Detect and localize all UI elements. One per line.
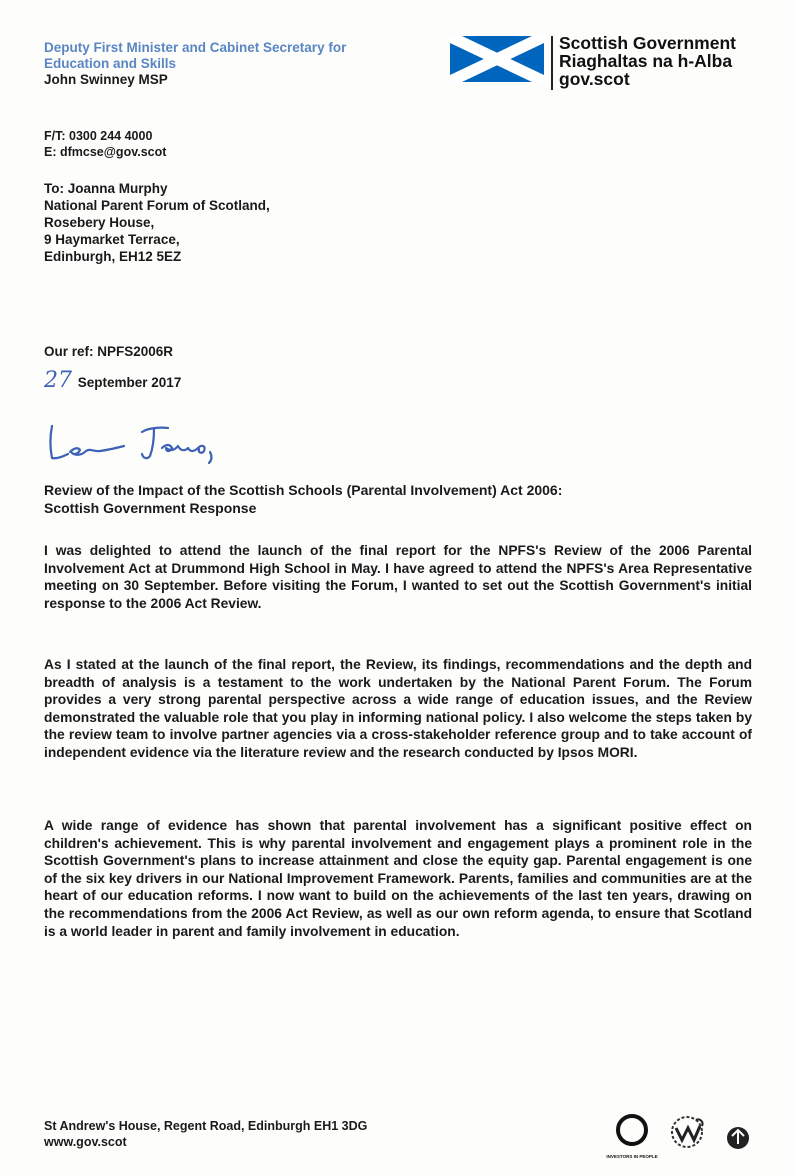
address-line: To: Joanna Murphy: [44, 181, 168, 196]
sender-block: [44, 40, 346, 88]
recipient-address: [44, 180, 270, 265]
footer-website: www.gov.scot: [44, 1135, 127, 1149]
logo-divider: [551, 36, 553, 90]
contact-block: [44, 128, 166, 160]
sender-name: John Swinney MSP: [44, 72, 168, 87]
handwritten-day: 27: [44, 368, 72, 393]
footer-address-block: [44, 1118, 367, 1150]
address-line: Rosebery House,: [44, 215, 155, 230]
letter-subject: [44, 481, 764, 517]
gov-name-gaelic: Riaghaltas na h-Alba: [559, 51, 733, 71]
government-logo-text: [559, 34, 736, 88]
gov-name-english: Scottish Government: [559, 33, 736, 53]
accreditation-mark-icon: [672, 1117, 703, 1147]
date-month-year: September 2017: [77, 375, 182, 390]
subject-line1: Review of the Impact of the Scottish Schools (Parental Involvement) Act 2006:: [44, 482, 563, 498]
phone-number: F/T: 0300 244 4000: [44, 129, 153, 143]
address-line: Edinburgh, EH12 5EZ: [44, 249, 182, 264]
accreditation-badges: [606, 1108, 762, 1164]
our-reference: Our ref: NPFS2006R: [44, 344, 174, 359]
body-paragraph: A wide range of evidence has shown that parental involvement has a significant positive effect on children's achievement. This is why parental involvement and engagement plays a prominent role in the Scottish Government's plans to increase attainment and close the equity gap. Parental engagement is one of the six key drivers in our National Improvement Framework. Parents, families and communities are at the heart of our education reforms. I now want to build on the achievements of the last ten years, drawing on the recommendations from the 2006 Act Review, as well as our own reform agenda, to ensure that Scotland is a world leader in parent and family involvement in education.: [44, 818, 752, 939]
sender-title-line2: Education and Skills: [44, 56, 177, 71]
address-line: National Parent Forum of Scotland,: [44, 198, 270, 213]
investors-in-people-icon: [606, 1116, 657, 1159]
address-line: 9 Haymarket Terrace,: [44, 232, 180, 247]
footer-address: St Andrew's House, Regent Road, Edinburgh EH1 3DG: [44, 1119, 368, 1133]
recycle-icon: [727, 1127, 749, 1149]
handwritten-salutation: [44, 418, 254, 464]
saltire-flag-icon: [450, 36, 544, 82]
letter-date: [44, 368, 181, 394]
badge-caption: INVESTORS IN PEOPLE: [606, 1154, 658, 1159]
sender-title-line1: Deputy First Minister and Cabinet Secretary for: [44, 40, 347, 55]
body-paragraph: I was delighted to attend the launch of the final report for the NPFS's Review of the 2006 Parental Involvement Act at Drummond High School in May. I have agreed to attend the NPFS's Area Representative meeting on 30 September. Before visiting the Forum, I wanted to set out the Scottish Government's initial response to the 2006 Act Review.: [44, 543, 752, 611]
body-paragraph: As I stated at the launch of the final report, the Review, its findings, recommendations and the depth and breadth of analysis is a testament to the work undertaken by the National Parent Forum. The Forum provides a very strong parental perspective across a wide range of education issues, and the Review demonstrated the valuable role that you play in informing national policy. I also welcome the steps taken by the review team to involve partner agencies via a cross-stakeholder reference group and to take account of independent evidence via the literature review and the research conducted by Ipsos MORI.: [44, 657, 752, 760]
email-address: E: dfmcse@gov.scot: [44, 145, 167, 159]
subject-line2: Scottish Government Response: [44, 500, 257, 516]
gov-website: gov.scot: [559, 69, 630, 89]
